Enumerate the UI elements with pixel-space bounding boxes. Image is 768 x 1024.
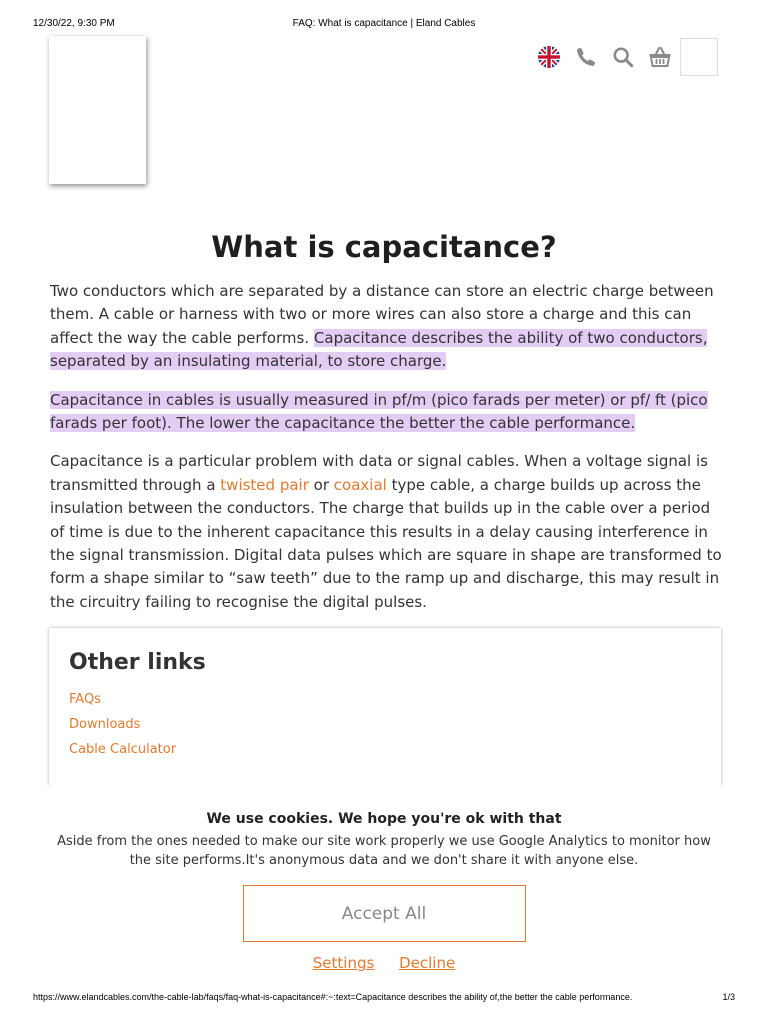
other-links-title: Other links [69,650,206,675]
uk-flag-icon[interactable] [536,44,562,70]
cable-calculator-link[interactable]: Cable Calculator [69,742,177,757]
paragraph-measurement [50,389,722,436]
paragraph-intro [50,280,722,374]
print-page-title: FAQ: What is capacitance | Eland Cables [292,18,476,29]
details-text: Capacitance is a particular problem with data or signal cables. When a voltage signal is transmitted through a [50,452,708,494]
header-toolbar [536,37,718,77]
basket-icon[interactable] [647,44,673,70]
print-page-number: 1/3 [722,992,735,1002]
search-icon[interactable] [610,44,636,70]
site-logo[interactable] [49,36,146,184]
downloads-link[interactable]: Downloads [69,717,141,732]
print-footer [0,992,768,1006]
article-body [50,280,722,629]
cookie-title: We use cookies. We hope you're ok with that [206,811,562,827]
twisted-pair-link[interactable]: twisted pair [220,475,309,494]
cookie-banner [0,785,768,992]
highlighted-text: Capacitance describes the ability of two conductors, separated by an insulating material, to store charge. [50,328,708,371]
settings-link[interactable]: Settings [312,954,375,972]
details-text: or [308,475,334,494]
decline-link[interactable]: Decline [399,954,456,972]
paragraph-details [50,450,722,614]
page-title: What is capacitance? [211,230,557,264]
cookie-text: Aside from the ones needed to make our site work properly we use Google Analytics to monitor how the site performs.It's anonymous data and we don't share it with anyone else. [57,834,711,868]
accept-all-button[interactable]: Accept All [243,885,526,942]
print-date: 12/30/22, 9:30 PM [33,18,115,29]
highlighted-text: Capacitance in cables is usually measured in pf/m (pico farads per meter) or pf/ ft (pico farads per foot). The lower the capacitance the better the cable performance. [50,390,708,433]
phone-icon[interactable] [573,44,599,70]
print-header [0,18,768,32]
other-links-panel [49,628,721,788]
cookie-links [0,954,768,972]
account-button[interactable] [680,38,718,76]
coaxial-link[interactable]: coaxial [333,475,387,494]
print-url: https://www.elandcables.com/the-cable-lab/faqs/faq-what-is-capacitance#:~:text=Capacitance describes the ability of,the better the cable performance. [33,992,633,1002]
faqs-link[interactable]: FAQs [69,692,101,707]
details-text: type cable, a charge builds up across the insulation between the conductors. The charge that builds up in the cable over a period of time is due to the inherent capacitance this results in a delay causing interference in the signal transmission. Digital data pulses which are square in shape are transformed to form a shape similar to “saw teeth” due to the ramp up and discharge, this may result in the circuitry failing to recognise the digital pulses. [50,475,722,611]
intro-text: Two conductors which are separated by a distance can store an electric charge between them. A cable or harness with two or more wires can also store a charge and this can affect the way the cable performs. [50,282,714,347]
